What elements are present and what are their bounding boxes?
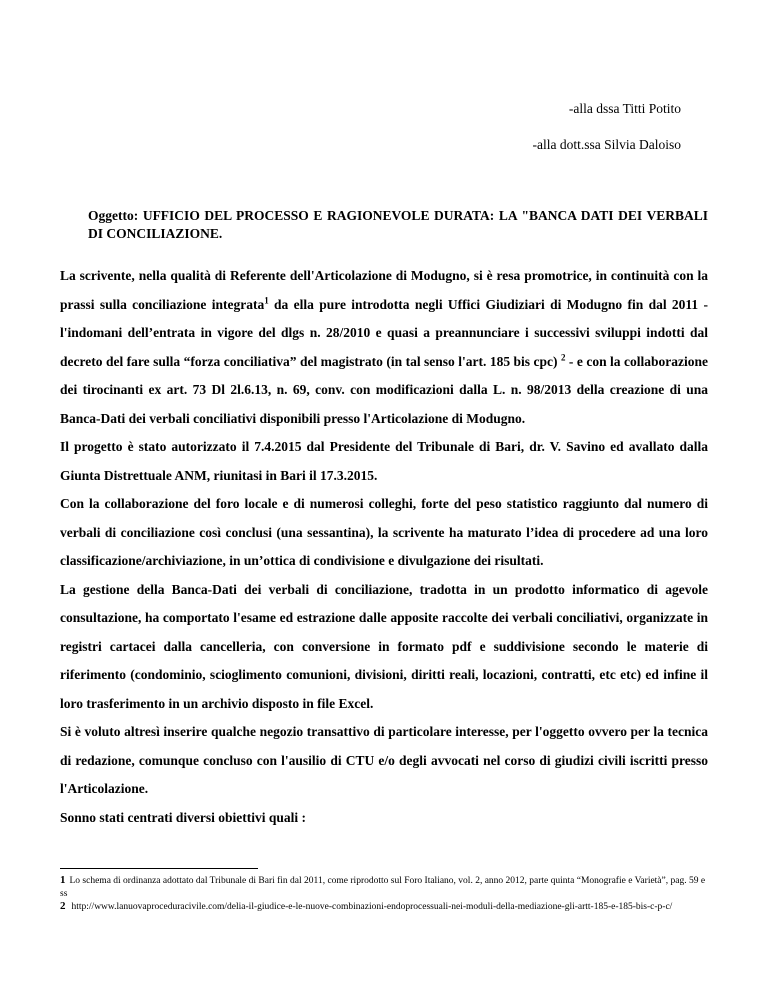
paragraph-4: La gestione della Banca-Dati dei verbali di conciliazione, tradotta in un prodotto informatico di agevole consultazione, ha comportato l'esame ed estrazione dalle apposite raccolte dei verbali conciliativi, organizzate in registri cartacei dalla cancelleria, con conversione in formato pdf e suddivisione secondo le materie di riferimento (condominio, scioglimento comunioni, divisioni, diritti reali, locazioni, contratti, etc etc) ed infine il loro trasferimento in un archivio disposto in file Excel. [60, 581, 708, 711]
footnote-1-text: Lo schema di ordinanza adottato dal Tribunale di Bari fin dal 2011, come riprodotto sul Foro Italiano, vol. 2, anno 2012, parte quinta “Monografie e Varietà”, pag. 59 e ss [60, 876, 706, 899]
paragraph-2: Il progetto è stato autorizzato il 7.4.2015 dal Presidente del Tribunale di Bari, dr. V. Savino ed avallato dalla Giunta Distrettuale ANM, riunitasi in Bari il 17.3.2015. [60, 439, 708, 483]
paragraph-1 [60, 262, 708, 433]
footnote-1-mark: 1 [60, 874, 66, 886]
footnotes [60, 874, 708, 914]
paragraph-1-part-c: - e con la collaborazione dei tirocinanti ex art. 73 Dl 2l.6.13, n. 69, conv. con modificazioni dalla L. n. 98/2013 della creazione di una Banca-Dati dei verbali conciliativi disponibili presso l'Articolazione di Modugno. [60, 353, 708, 426]
footnote-ref-1[interactable]: 1 [264, 295, 269, 305]
footnote-2-mark: 2 [60, 900, 66, 912]
paragraph-1-part-b: da ella pure introdotta negli Uffici Giudiziari di Modugno fin dal 2011 - l'indomani dell’entrata in vigore del dlgs n. 28/2010 e quasi a preannunciare i successivi sviluppi indotti dal decreto del fare sulla “forza conciliativa” del magistrato (in tal senso l'art. 185 bis cpc) [60, 296, 708, 369]
paragraph-1-part-a: La scrivente, nella qualità di Referente dell'Articolazione di Modugno, si è resa promotrice, in continuità con la prassi sulla conciliazione integrata [60, 268, 708, 312]
body-text [60, 262, 708, 832]
recipient-line-2: -alla dott.ssa Silvia Daloiso [532, 137, 681, 152]
subject-heading: Oggetto: UFFICIO DEL PROCESSO E RAGIONEVOLE DURATA: LA "BANCA DATI DEI VERBALI DI CONCILIAZIONE. [88, 208, 708, 241]
paragraph-5: Si è voluto altresì inserire qualche negozio transattivo di particolare interesse, per l'oggetto ovvero per la tecnica di redazione, comunque concluso con l'ausilio di CTU e/o degli avvocati nel corso di giudizi civili iscritti presso l'Articolazione. [60, 724, 708, 796]
paragraph-6: Sonno stati centrati diversi obiettivi quali : [60, 809, 306, 825]
footnote-1 [60, 874, 708, 900]
recipient-line-1: -alla dssa Titti Potito [568, 101, 681, 116]
footnote-2 [60, 900, 708, 914]
footnote-separator [60, 868, 258, 869]
footnote-2-link[interactable]: http://www.lanuovaproceduracivile.com/delia-il-giudice-e-le-nuove-combinazioni-endoprocessuali-nei-moduli-della-mediazione-gli-artt-185-e-185-bis-c-p-c/ [71, 902, 673, 912]
footnote-ref-2[interactable]: 2 [560, 352, 566, 362]
paragraph-3: Con la collaborazione del foro locale e di numerosi colleghi, forte del peso statistico raggiunto dal numero di verbali di conciliazione così conclusi (una sessantina), la scrivente ha maturato l’idea di procedere ad una loro classificazione/archiviazione, in un’ottica di condivisione e divulgazione dei risultati. [60, 496, 708, 568]
